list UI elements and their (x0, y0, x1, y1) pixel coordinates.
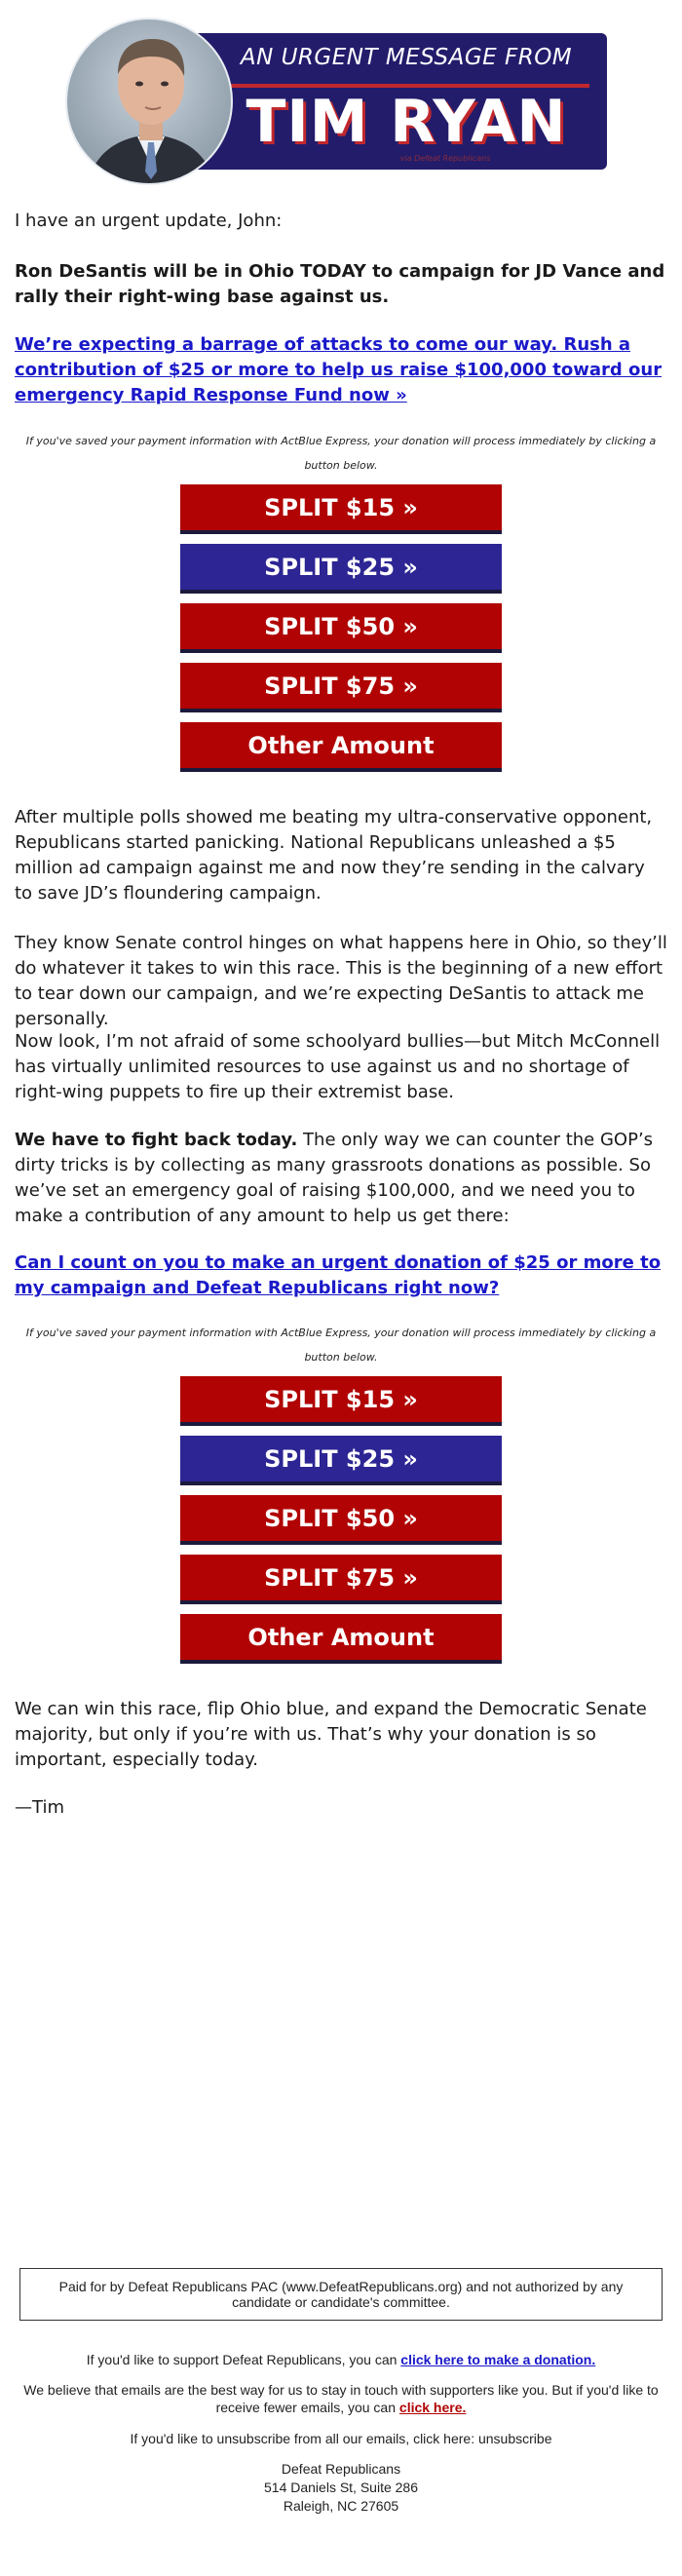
fewer-emails-text: We believe that emails are the best way for us to stay in touch with supporters like you. But if you'd like to receive fewer emails, you can (23, 2382, 659, 2415)
paragraph-fight-back (15, 1128, 667, 1229)
split-75-button-2[interactable]: SPLIT $75 » (180, 1555, 502, 1604)
address-line-1: 514 Daniels St, Suite 286 (264, 2480, 418, 2495)
fewer-emails-line (19, 2381, 663, 2416)
urgent-donation-link[interactable]: Can I count on you to make an urgent donation of $25 or more to my campaign and Defeat Republicans right now? (15, 1252, 662, 1298)
headline: Ron DeSantis will be in Ohio TODAY to campaign for JD Vance and rally their right-wing base against us. (15, 261, 665, 307)
split-25-button-2[interactable]: SPLIT $25 » (180, 1436, 502, 1485)
paragraph-polls: After multiple polls showed me beating my ultra-conservative opponent, Republicans started panicking. National Republicans unleashed a $5 million ad campaign against me and now they’re sending in the calvary to save JD’s floundering campaign. (15, 807, 653, 904)
paragraph-closing: We can win this race, flip Ohio blue, and expand the Democratic Senate majority, but only if you’re with us. That’s why your donation is so important, especially today. (15, 1699, 647, 1770)
split-25-button[interactable]: SPLIT $25 » (180, 544, 502, 594)
address-line-2: Raleigh, NC 27605 (283, 2498, 399, 2514)
banner-tagline: via Defeat Republicans (399, 154, 491, 163)
actblue-note: If you've saved your payment information with ActBlue Express, your donation will process immediately by clicking a button below. (25, 435, 657, 472)
paragraph-mcconnell: Now look, I’m not afraid of some schoolyard bullies—but Mitch McConnell has virtually unlimited resources to use against us and no shortage of right-wing puppets to fire up their extremist base. (15, 1031, 661, 1102)
donation-ask-paragraph (15, 1250, 667, 1301)
fight-back-emphasis: We have to fight back today. (15, 1130, 298, 1150)
rapid-response-link[interactable]: We’re expecting a barrage of attacks to come our way. Rush a contribution of $25 or more to help us raise $100,000 toward our emergency Rapid Response Fund now » (15, 334, 663, 405)
signoff: —Tim (15, 1797, 64, 1818)
header-banner (65, 18, 611, 185)
support-line (19, 2351, 663, 2368)
greeting: I have an urgent update, John: (15, 211, 283, 231)
split-15-button[interactable]: SPLIT $15 » (180, 484, 502, 534)
split-50-button[interactable]: SPLIT $50 » (180, 603, 502, 653)
portrait-illustration (67, 19, 233, 185)
actblue-note-2: If you've saved your payment information with ActBlue Express, your donation will process immediately by clicking a button below. (25, 1326, 657, 1364)
support-text: If you'd like to support Defeat Republicans, you can (86, 2352, 401, 2367)
org-name: Defeat Republicans (281, 2461, 401, 2477)
banner-title: TIM RYAN (246, 88, 567, 156)
banner-subtitle: AN URGENT MESSAGE FROM (240, 45, 573, 70)
split-50-button-2[interactable]: SPLIT $50 » (180, 1495, 502, 1545)
fight-back-text: The only way we can counter the GOP’s dirty tricks is by collecting as many grassroots donations as possible. So we’ve set an emergency goal of raising $100,000, and we need you to make a contribution of any amount to help us get there: (15, 1130, 654, 1226)
fewer-emails-link[interactable]: click here. (398, 2400, 467, 2415)
paid-for-disclaimer: Paid for by Defeat Republicans PAC (www.DefeatRepublicans.org) and not authorized by any candidate or candidate's committee. (19, 2268, 663, 2321)
urgent-link-paragraph (15, 332, 667, 408)
split-75-button[interactable]: SPLIT $75 » (180, 663, 502, 712)
candidate-portrait (65, 18, 233, 185)
unsubscribe-line[interactable]: If you'd like to unsubscribe from all our emails, click here: unsubscribe (130, 2431, 552, 2446)
donate-link[interactable]: click here to make a donation. (400, 2352, 596, 2367)
other-amount-button[interactable]: Other Amount (180, 722, 502, 772)
split-15-button-2[interactable]: SPLIT $15 » (180, 1376, 502, 1426)
other-amount-button-2[interactable]: Other Amount (180, 1614, 502, 1664)
paragraph-senate-control: They know Senate control hinges on what happens here in Ohio, so they’ll do whatever it takes to win this race. This is the beginning of a new effort to tear down our campaign, and we’re expecting DeSantis to attack me personally. (15, 933, 667, 1029)
